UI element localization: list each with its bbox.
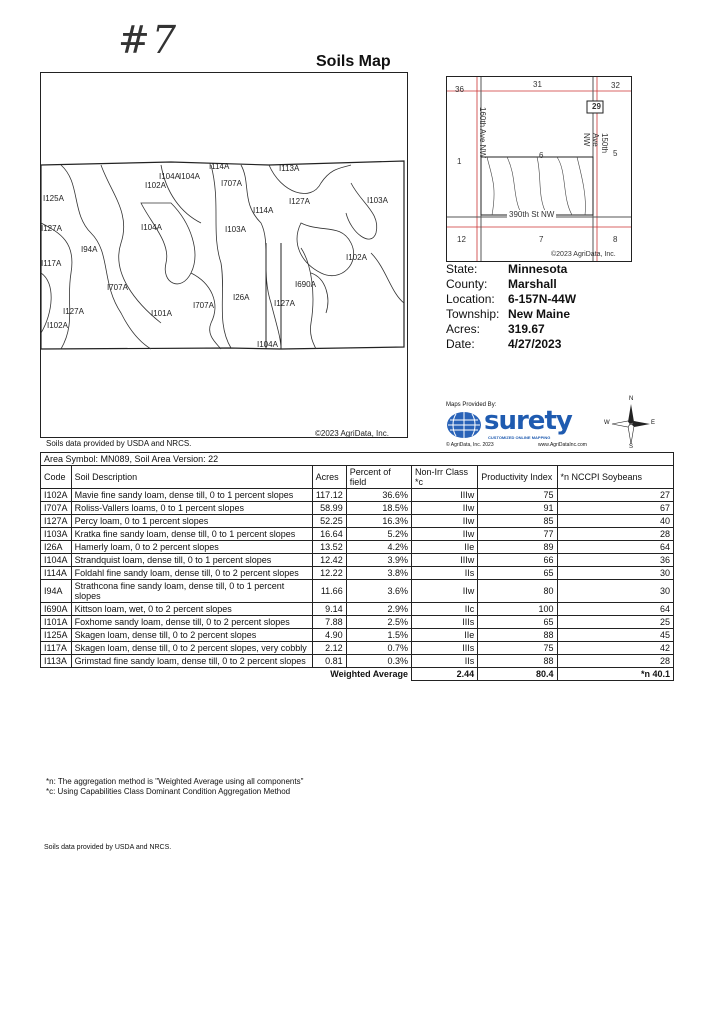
road-label: 390th St NW (509, 210, 555, 219)
info-label: State: (446, 262, 478, 276)
cell-nccpi: 30 (557, 580, 674, 603)
logo-brand: surety (484, 406, 572, 436)
cell-desc: Skagen loam, dense till, 0 to 2 percent slopes, very cobbly (71, 642, 312, 655)
map-label: I114A (209, 162, 230, 171)
cell-code: I690A (41, 603, 72, 616)
cell-desc: Strathcona fine sandy loam, dense till, 0 to 1 percent slopes (71, 580, 312, 603)
cell-prod: 65 (478, 567, 557, 580)
cell-acres: 13.52 (312, 541, 346, 554)
map-label: I104A (179, 172, 200, 181)
map-label: I125A (43, 194, 64, 203)
cell-nccpi: 28 (557, 655, 674, 668)
header-nccpi: *n NCCPI Soybeans (557, 466, 674, 489)
cell-nccpi: 64 (557, 603, 674, 616)
info-label: Date: (446, 337, 475, 351)
header-code: Code (41, 466, 72, 489)
footnote: *n: The aggregation method is "Weighted Average using all components" (46, 777, 304, 786)
page-title: Soils Map (316, 53, 391, 70)
footnote: *c: Using Capabilities Class Dominant Condition Aggregation Method (46, 787, 291, 796)
section-label: 31 (533, 80, 542, 89)
info-county (446, 277, 557, 291)
cell-code: I114A (41, 567, 72, 580)
map-label: I103A (225, 225, 246, 234)
info-date (446, 337, 561, 351)
cell-class: IIw (411, 515, 477, 528)
cell-code: I102A (41, 489, 72, 502)
cell-class: IIe (411, 629, 477, 642)
cell-class: IIw (411, 580, 477, 603)
info-township (446, 307, 570, 321)
cell-prod: 100 (478, 603, 557, 616)
cell-nccpi: 40 (557, 515, 674, 528)
compass-n: N (629, 396, 634, 402)
cell-pct: 16.3% (346, 515, 411, 528)
compass-icon (606, 398, 656, 450)
cell-pct: 0.3% (346, 655, 411, 668)
table-row (41, 515, 674, 528)
section-label: 6 (539, 151, 544, 160)
cell-prod: 66 (478, 554, 557, 567)
cell-prod: 65 (478, 616, 557, 629)
cell-class: IIc (411, 603, 477, 616)
cell-pct: 1.5% (346, 629, 411, 642)
table-row (41, 616, 674, 629)
cell-acres: 7.88 (312, 616, 346, 629)
table-row (41, 580, 674, 603)
weighted-average-row (41, 668, 674, 681)
cell-code: I707A (41, 502, 72, 515)
cell-class: IIIw (411, 489, 477, 502)
weighted-label: Weighted Average (41, 668, 412, 681)
map-label: I114A (253, 206, 274, 215)
road-label: 160th Ave NW (478, 107, 487, 158)
table-row (41, 567, 674, 580)
map-label: I103A (367, 196, 388, 205)
table-row (41, 655, 674, 668)
cell-acres: 0.81 (312, 655, 346, 668)
cell-nccpi: 25 (557, 616, 674, 629)
cell-nccpi: 42 (557, 642, 674, 655)
info-value: New Maine (508, 307, 571, 321)
info-value: Marshall (508, 277, 557, 291)
logo-tagline: CUSTOMIZED ONLINE MAPPING (488, 435, 551, 440)
section-label: 1 (457, 157, 462, 166)
cell-class: IIIw (411, 554, 477, 567)
map-label: I104A (141, 223, 162, 232)
cell-class: IIIs (411, 642, 477, 655)
cell-pct: 5.2% (346, 528, 411, 541)
area-symbol: Area Symbol: MN089, Soil Area Version: 22 (41, 453, 674, 466)
locator-map (446, 76, 632, 262)
handwritten-mark: #7 (118, 18, 179, 62)
compass-e: E (651, 420, 656, 426)
cell-class: IIs (411, 567, 477, 580)
cell-pct: 2.5% (346, 616, 411, 629)
cell-class: IIe (411, 541, 477, 554)
cell-acres: 9.14 (312, 603, 346, 616)
cell-prod: 91 (478, 502, 557, 515)
cell-prod: 80 (478, 580, 557, 603)
cell-nccpi: 30 (557, 567, 674, 580)
map-label: I94A (81, 245, 98, 254)
info-state (446, 262, 567, 276)
table-row (41, 528, 674, 541)
cell-acres: 4.90 (312, 629, 346, 642)
map-label: I102A (145, 181, 166, 190)
weighted-nccpi: *n 40.1 (557, 668, 674, 681)
cell-class: IIIs (411, 616, 477, 629)
cell-desc: Percy loam, 0 to 1 percent slopes (71, 515, 312, 528)
info-value: 319.67 (508, 322, 545, 336)
cell-prod: 88 (478, 629, 557, 642)
cell-acres: 52.25 (312, 515, 346, 528)
info-label: Township: (446, 307, 500, 321)
table-header (41, 466, 674, 489)
cell-acres: 12.42 (312, 554, 346, 567)
bottom-source-note: Soils data provided by USDA and NRCS. (44, 844, 172, 851)
road-label: 150th Ave NW (582, 133, 609, 154)
section-label: 7 (539, 235, 544, 244)
info-value: Minnesota (508, 262, 568, 276)
surety-logo (446, 402, 596, 448)
map-label: I127A (289, 197, 310, 206)
map-label: I102A (346, 253, 367, 262)
soil-rows (41, 489, 674, 668)
header-pct: Percent of field (346, 466, 411, 489)
weighted-prod: 80.4 (478, 668, 557, 681)
cell-pct: 3.9% (346, 554, 411, 567)
header-acres: Acres (312, 466, 346, 489)
compass-w: W (604, 420, 610, 426)
cell-prod: 75 (478, 642, 557, 655)
area-symbol-row (41, 453, 674, 466)
cell-pct: 0.7% (346, 642, 411, 655)
cell-acres: 117.12 (312, 489, 346, 502)
logo-copyright: © AgriData, Inc. 2023 (446, 442, 494, 448)
locator-map-drawing (447, 77, 631, 261)
header-prod: Productivity Index (478, 466, 557, 489)
map-label: I707A (193, 301, 214, 310)
cell-pct: 3.6% (346, 580, 411, 603)
cell-nccpi: 27 (557, 489, 674, 502)
map-label: I127A (274, 299, 295, 308)
map-label: I113A (279, 164, 300, 173)
map-label: I690A (295, 280, 316, 289)
map-copyright: ©2023 AgriData, Inc. (315, 429, 389, 438)
cell-desc: Strandquist loam, dense till, 0 to 1 percent slopes (71, 554, 312, 567)
locator-copyright: ©2023 AgriData, Inc. (551, 251, 616, 258)
cell-desc: Foxhome sandy loam, dense till, 0 to 2 percent slopes (71, 616, 312, 629)
table-row (41, 502, 674, 515)
section-label: 32 (611, 81, 620, 90)
info-value: 4/27/2023 (508, 337, 562, 351)
map-label: I707A (107, 283, 128, 292)
cell-prod: 88 (478, 655, 557, 668)
soils-map (40, 72, 408, 438)
section-label: 8 (613, 235, 618, 244)
cell-pct: 4.2% (346, 541, 411, 554)
cell-prod: 85 (478, 515, 557, 528)
cell-acres: 58.99 (312, 502, 346, 515)
info-value: 6-157N-44W (508, 292, 577, 306)
cell-code: I101A (41, 616, 72, 629)
cell-acres: 11.66 (312, 580, 346, 603)
cell-pct: 18.5% (346, 502, 411, 515)
cell-class: IIw (411, 502, 477, 515)
cell-desc: Mavie fine sandy loam, dense till, 0 to 1 percent slopes (71, 489, 312, 502)
map-label: I104A (159, 172, 180, 181)
cell-nccpi: 28 (557, 528, 674, 541)
map-label: I102A (47, 321, 68, 330)
cell-nccpi: 36 (557, 554, 674, 567)
cell-acres: 2.12 (312, 642, 346, 655)
table-row (41, 554, 674, 567)
section-label: 36 (455, 85, 464, 94)
table-row (41, 603, 674, 616)
info-acres (446, 322, 545, 336)
cell-acres: 16.64 (312, 528, 346, 541)
cell-desc: Skagen loam, dense till, 0 to 2 percent slopes (71, 629, 312, 642)
source-note: Soils data provided by USDA and NRCS. (46, 439, 192, 448)
map-label: I127A (63, 307, 84, 316)
map-label: I101A (151, 309, 172, 318)
cell-code: I113A (41, 655, 72, 668)
cell-desc: Kittson loam, wet, 0 to 2 percent slopes (71, 603, 312, 616)
cell-class: IIs (411, 655, 477, 668)
cell-prod: 75 (478, 489, 557, 502)
cell-acres: 12.22 (312, 567, 346, 580)
header-class: Non-Irr Class *c (411, 466, 477, 489)
cell-desc: Roliss-Vallers loams, 0 to 1 percent slopes (71, 502, 312, 515)
logo-url: www.AgriDataInc.com (538, 442, 587, 448)
cell-code: I127A (41, 515, 72, 528)
map-label: I104A (257, 340, 278, 349)
table-row (41, 489, 674, 502)
cell-desc: Foldahl fine sandy loam, dense till, 0 to 2 percent slopes (71, 567, 312, 580)
cell-nccpi: 45 (557, 629, 674, 642)
header-desc: Soil Description (71, 466, 312, 489)
globe-icon (446, 410, 482, 440)
cell-code: I103A (41, 528, 72, 541)
logo-provided-by: Maps Provided By: (446, 402, 497, 408)
highway-badge: 29 (592, 102, 601, 111)
soils-table (40, 452, 674, 681)
cell-prod: 89 (478, 541, 557, 554)
info-label: Acres: (446, 322, 481, 336)
cell-code: I26A (41, 541, 72, 554)
cell-pct: 3.8% (346, 567, 411, 580)
table-row (41, 541, 674, 554)
cell-code: I125A (41, 629, 72, 642)
map-label: I127A (41, 224, 62, 233)
compass-s: S (629, 444, 634, 450)
cell-nccpi: 64 (557, 541, 674, 554)
map-label: I117A (41, 259, 62, 268)
info-location (446, 292, 576, 306)
cell-pct: 36.6% (346, 489, 411, 502)
cell-code: I117A (41, 642, 72, 655)
table-row (41, 629, 674, 642)
cell-desc: Hamerly loam, 0 to 2 percent slopes (71, 541, 312, 554)
map-label: I26A (233, 293, 250, 302)
cell-desc: Grimstad fine sandy loam, dense till, 0 to 2 percent slopes (71, 655, 312, 668)
cell-pct: 2.9% (346, 603, 411, 616)
cell-code: I94A (41, 580, 72, 603)
cell-code: I104A (41, 554, 72, 567)
weighted-class: 2.44 (411, 668, 477, 681)
info-label: County: (446, 277, 488, 291)
info-label: Location: (446, 292, 495, 306)
section-label: 5 (613, 149, 618, 158)
map-label: I707A (221, 179, 242, 188)
cell-prod: 77 (478, 528, 557, 541)
table-row (41, 642, 674, 655)
section-label: 12 (457, 235, 466, 244)
cell-desc: Kratka fine sandy loam, dense till, 0 to 1 percent slopes (71, 528, 312, 541)
compass-rose (606, 398, 656, 450)
cell-nccpi: 67 (557, 502, 674, 515)
cell-class: IIw (411, 528, 477, 541)
